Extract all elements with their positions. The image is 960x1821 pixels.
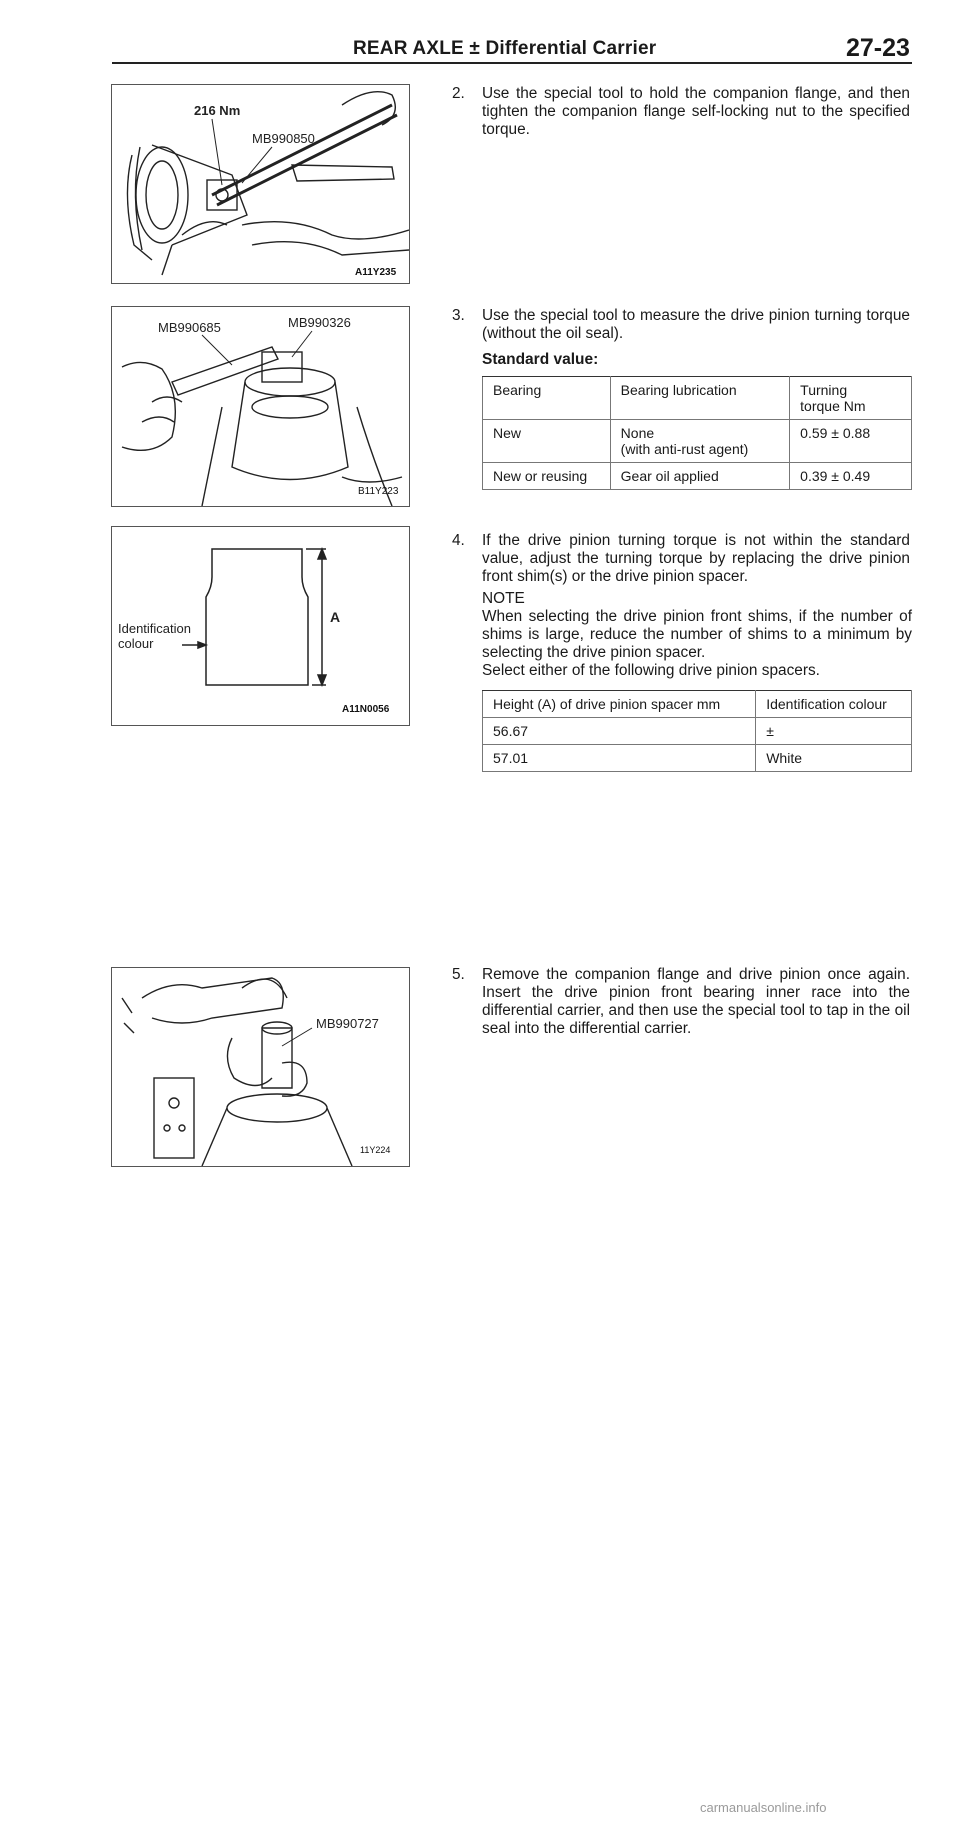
tool-label: MB990727 <box>316 1016 379 1031</box>
table-row <box>483 420 912 463</box>
page-number: 27-23 <box>846 34 910 62</box>
figure-code: A11Y235 <box>355 267 397 278</box>
figure-torque-wrench <box>111 84 410 284</box>
table-cell: 0.59 ± 0.88 <box>790 420 912 463</box>
oil-seal-illustration <box>112 968 409 1166</box>
step-text: Use the special tool to measure the drive pinion turning torque (without the oil seal). <box>482 307 910 342</box>
step-number: 5. <box>452 966 465 983</box>
section-title: REAR AXLE ± Differential Carrier <box>353 38 657 59</box>
step-2 <box>452 85 910 139</box>
table-cell-line: (with anti-rust agent) <box>620 441 749 457</box>
table-row <box>483 745 912 772</box>
tool-label-1: MB990685 <box>158 320 221 335</box>
header-rule <box>112 62 912 64</box>
pinion-spacer-table <box>482 690 912 772</box>
table-cell: Gear oil applied <box>610 463 789 490</box>
figure-code: A11N0056 <box>342 704 390 715</box>
table-header-cell: Turning torque Nm <box>790 377 912 420</box>
step-text: If the drive pinion turning torque is not within the standard value, adjust the turning torque by replacing the drive pinion front shim(s) or the drive pinion spacer. <box>482 532 910 585</box>
table-header-cell: Bearing lubrication <box>610 377 789 420</box>
table-cell-line: None <box>620 425 655 441</box>
turning-torque-illustration <box>112 307 409 506</box>
note-text: When selecting the drive pinion front shims, if the number of shims is large, reduce the number of shims to a minimum by selecting the drive pinion spacer. <box>482 608 912 661</box>
step-number: 4. <box>452 532 465 549</box>
table-cell: ± <box>756 718 912 745</box>
step-number: 2. <box>452 85 465 102</box>
figure-code: B11Y223 <box>358 486 399 497</box>
step-3 <box>452 307 910 343</box>
torque-label: 216 Nm <box>194 103 241 118</box>
table-header-row <box>483 377 912 420</box>
note-title: NOTE <box>482 590 525 607</box>
table-row <box>483 463 912 490</box>
figure-oil-seal <box>111 967 410 1167</box>
table-header-cell: Height (A) of drive pinion spacer mm <box>483 691 756 718</box>
figure-pinion-spacer <box>111 526 410 726</box>
colour-label: colour <box>118 636 154 651</box>
table-cell: New <box>483 420 611 463</box>
table-cell: White <box>756 745 912 772</box>
table-row <box>483 718 912 745</box>
figure-code: 11Y224 <box>360 1145 391 1155</box>
footer-watermark: carmanualsonline.info <box>700 1800 827 1815</box>
leader-line <box>202 335 232 365</box>
leader-line <box>242 147 272 183</box>
table-header-cell: Bearing <box>483 377 611 420</box>
pinion-spacer-illustration <box>112 527 409 725</box>
turning-torque-table <box>482 376 912 490</box>
tool-label-2: MB990326 <box>288 315 351 330</box>
table-header-row <box>483 691 912 718</box>
step-5 <box>452 966 910 1038</box>
table-cell: 56.67 <box>483 718 756 745</box>
select-text: Select either of the following drive pinion spacers. <box>482 662 820 679</box>
tool-label: MB990850 <box>252 131 315 146</box>
leader-line <box>212 119 222 185</box>
torque-wrench-illustration <box>112 85 409 283</box>
standard-value-label: Standard value: <box>482 351 599 368</box>
table-cell: 57.01 <box>483 745 756 772</box>
table-cell: New or reusing <box>483 463 611 490</box>
identification-label: Identification <box>118 621 191 636</box>
step-text: Use the special tool to hold the companion flange, and then tighten the companion flange self-locking nut to the specified torque. <box>482 85 910 138</box>
table-cell <box>610 420 789 463</box>
note-block <box>482 590 912 680</box>
figure-turning-torque <box>111 306 410 507</box>
table-cell: 0.39 ± 0.49 <box>790 463 912 490</box>
table-header-cell: Identification colour <box>756 691 912 718</box>
step-number: 3. <box>452 307 465 324</box>
step-text: Remove the companion flange and drive pinion once again. Insert the drive pinion front bearing inner race into the differential carrier, and then use the special tool to tap in the oil seal into the differential carrier. <box>482 966 910 1037</box>
step-4 <box>452 532 910 586</box>
dimension-label: A <box>330 609 341 625</box>
leader-line <box>282 1028 312 1046</box>
